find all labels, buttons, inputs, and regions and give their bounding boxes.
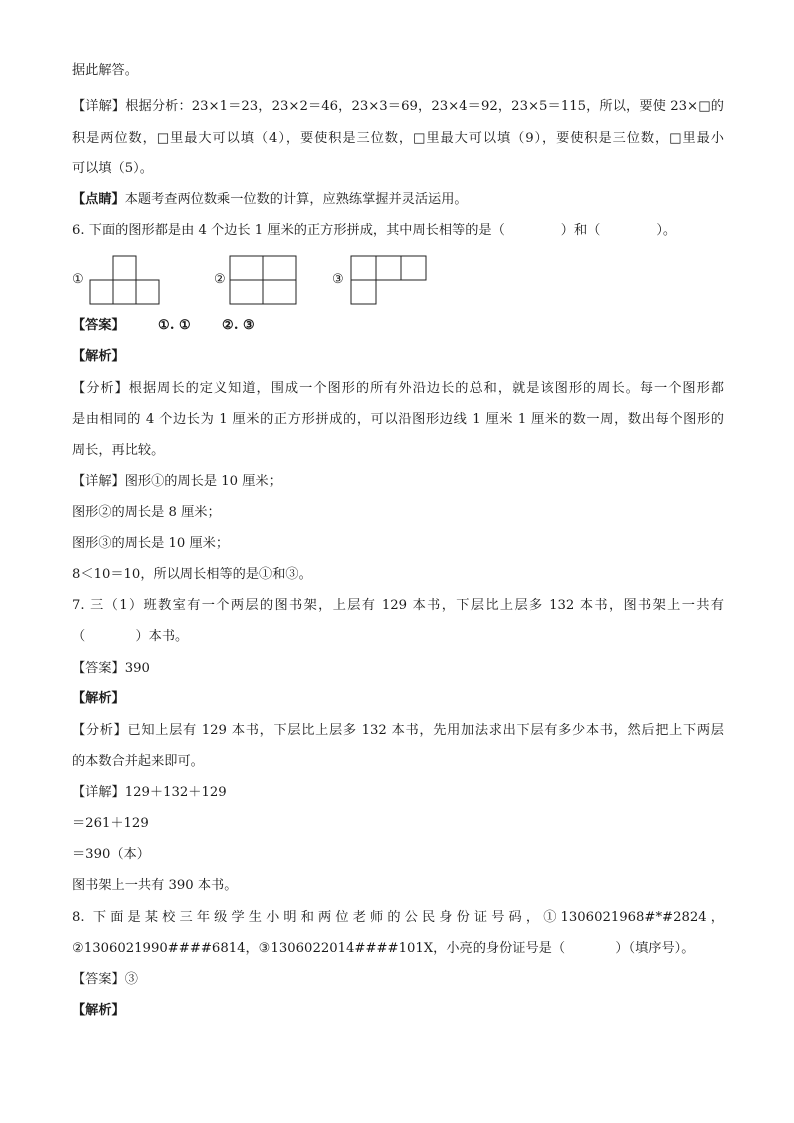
figure-1-square: [113, 280, 136, 304]
figure-3-square: [376, 256, 401, 280]
figure-2-square: [263, 280, 296, 304]
analysis-tag: 【解析】: [72, 1003, 125, 1018]
question-7: 7. 三（1）班教室有一个两层的图书架，上层有 129 本书，下层比上层多 132 本书，图书架上一共有: [72, 598, 724, 613]
answer-tag: 【答案】: [72, 318, 125, 333]
figure-3-square: [401, 256, 426, 280]
question-6-text: 6. 下面的图形都是由 4 个边长 1 厘米的正方形拼成，其中周长相等的是（: [72, 223, 505, 238]
question-8: 8. 下面是某校三年级学生小明和两位老师的公民身份证号码，①1306021968#*#2824，: [72, 910, 724, 925]
answer-8: 【答案】③: [72, 972, 138, 987]
text-line: 【分析】根据周长的定义知道，围成一个图形的所有外沿边长的总和，就是该图形的周长。每一个图形都: [72, 381, 724, 396]
figure-2-square: [230, 256, 263, 280]
text-line: 【详解】129＋132＋129: [72, 785, 227, 800]
figure-1-square: [136, 280, 159, 304]
answer-7: 【答案】390: [72, 661, 150, 676]
text-line: 图形②的周长是 8 厘米；: [72, 505, 221, 520]
figure-1: [90, 256, 159, 304]
text-line: 是由相同的 4 个边长为 1 厘米的正方形拼成的，可以沿图形边线 1 厘米 1 厘米的数一周，数出每个图形的: [72, 412, 724, 427]
text-line: 据此解答。: [72, 63, 138, 78]
text-line: ＝390（本）: [72, 847, 150, 862]
comment-text: 本题考查两位数乘一位数的计算，应熟练掌握并灵活运用。: [124, 192, 468, 207]
figure-3-label: ③: [332, 272, 344, 287]
text-line: 图形③的周长是 10 厘米；: [72, 536, 230, 551]
text-line: 图书架上一共有 390 本书。: [72, 878, 238, 893]
text-line: 【分析】已知上层有 129 本书，下层比上层多 132 本书，先用加法求出下层有多少本书，然后把上下两层: [72, 723, 724, 738]
answer-6-option-1: ①. ①: [158, 318, 191, 333]
figure-2-square: [230, 280, 263, 304]
text-line: ＝261＋129: [72, 816, 149, 831]
figure-2-label: ②: [214, 272, 226, 287]
question-7: （ ）本书。: [72, 629, 189, 644]
figure-2-square: [263, 256, 296, 280]
text-line: 【详解】根据分析：23×1＝23，23×2＝46，23×3＝69，23×4＝92，23×5＝115，所以，要使 23×□的: [72, 99, 724, 114]
text-line: 积是两位数，□里最大可以填（4），要使积是三位数，□里最大可以填（9），要使积是三位数，□里最小: [72, 131, 724, 146]
figure-3: [351, 256, 426, 304]
question-6-text: ）。: [656, 223, 677, 238]
question-8: ②1306021990####6814，③1306022014####101X，小亮的身份证号是（ ）（填序号）。: [72, 941, 695, 956]
comment-tag: 【点睛】: [72, 192, 125, 207]
figure-1-square: [90, 280, 113, 304]
figure-3-square: [351, 256, 376, 280]
text-line: 8＜10＝10，所以周长相等的是①和③。: [72, 567, 312, 582]
figure-2: [230, 256, 296, 304]
analysis-tag: 【解析】: [72, 691, 125, 706]
analysis-tag: 【解析】: [72, 349, 125, 364]
answer-6-option-2: ②. ③: [222, 318, 255, 333]
text-line: 可以填（5）。: [72, 161, 153, 176]
text-line: 【详解】图形①的周长是 10 厘米；: [72, 474, 282, 489]
question-6-text: ）和（: [560, 223, 601, 238]
figure-1-square: [113, 256, 136, 280]
figure-1-label: ①: [72, 272, 84, 287]
figure-3-square: [351, 280, 376, 304]
text-line: 的本数合并起来即可。: [72, 754, 204, 769]
text-line: 周长，再比较。: [72, 443, 165, 458]
